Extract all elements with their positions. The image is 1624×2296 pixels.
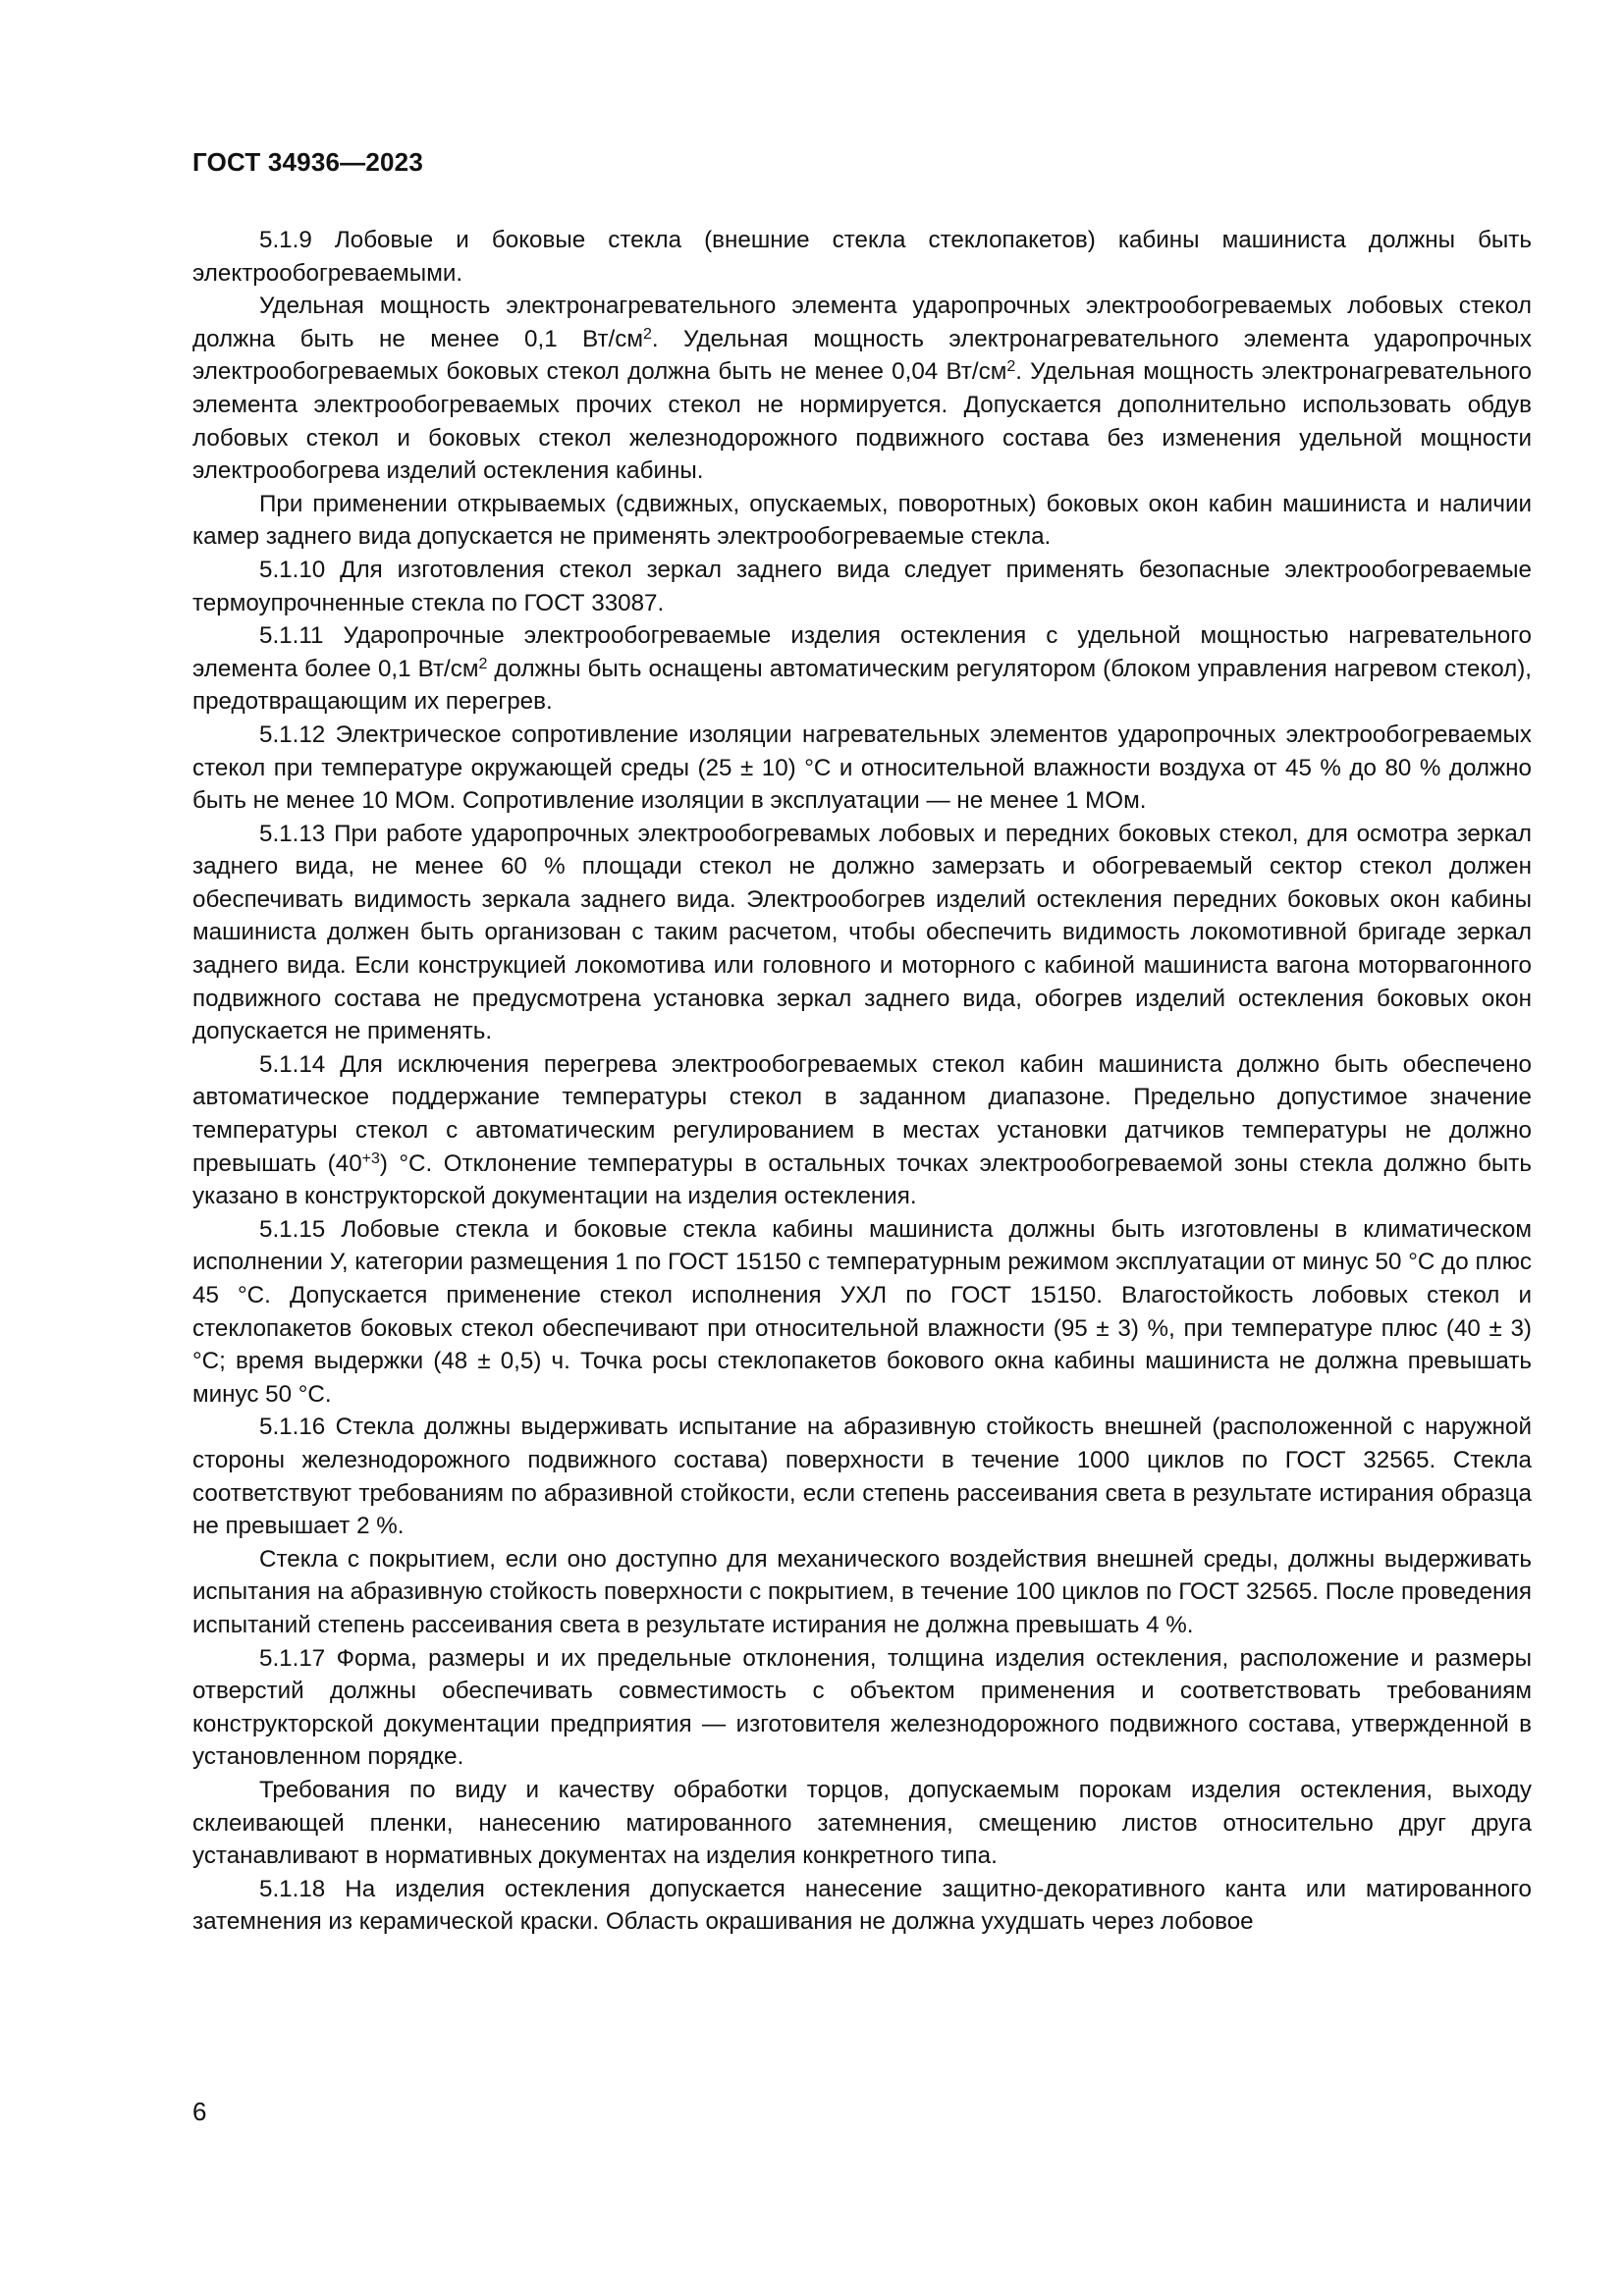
paragraph-5-1-14 [192, 1048, 1532, 1213]
paragraph-text: Удельная мощность электронагревательного элемента ударопрочных электрообогреваемых лобовых стекол должна быть не менее 0,1 Вт/см [192, 293, 1532, 352]
paragraph-5-1-17: 5.1.17 Форма, размеры и их предельные отклонения, толщина изделия остекления, расположение и размеры отверстий должны обеспечивать совместимость с объектом применения и соответствовать требованиям конструкторской документации предприятия — изготовителя железнодорожного подвижного состава, утвержденной в установленном порядке. [192, 1644, 1532, 1771]
document-body [192, 224, 1532, 1939]
superscript: 2 [642, 325, 652, 343]
paragraph-specific-power [192, 290, 1532, 488]
superscript: 2 [1006, 358, 1016, 376]
superscript: 2 [478, 655, 488, 672]
paragraph-coated-glass: Стекла с покрытием, если оно доступно для механического воздействия внешней среды, должны выдерживать испытания на абразивную стойкость поверхности с покрытием, в течение 100 циклов по ГОСТ 32565. После проведения испытаний степень рассеивания света в результате истирания не должна превышать 4 %. [192, 1545, 1532, 1638]
paragraph-5-1-15: 5.1.15 Лобовые стекла и боковые стекла кабины машиниста должны быть изготовлены в климатическом исполнении У, категории размещения 1 по ГОСТ 15150 с температурным режимом эксплуатации от минус 50 °С до плюс 45 °С. Допускается применение стекол исполнения УХЛ по ГОСТ 15150. Влагостойкость лобовых стекол и стеклопакетов боковых стекол обеспечивают при относительной влажности (95 ± 3) %, при температуре плюс (40 ± 3) °С; время выдержки (48 ± 0,5) ч. Точка росы стеклопакетов бокового окна кабины машиниста не должна превышать минус 50 °С. [192, 1215, 1532, 1408]
paragraph-openable-windows: При применении открываемых (сдвижных, опускаемых, поворотных) боковых окон кабин машиниста и наличии камер заднего вида допускается не применять электрообогреваемые стекла. [192, 490, 1532, 551]
paragraph-5-1-18: 5.1.18 На изделия остекления допускается нанесение защитно-декоративного канта или матированного затемнения из керамической краски. Область окрашивания не должна ухудшать через лобовое [192, 1875, 1532, 1936]
paragraph-5-1-12: 5.1.12 Электрическое сопротивление изоляции нагревательных элементов ударопрочных электрообогреваемых стекол при температуре окружающей среды (25 ± 10) °С и относительной влажности воздуха от 45 % до 80 % должно быть не менее 10 МОм. Сопротивление изоляции в эксплуатации — не менее 1 МОм. [192, 721, 1532, 815]
paragraph-text: 5.1.11 Ударопрочные электрообогреваемые изделия остекления с удельной мощностью нагревательного элемента более 0,1 Вт/см [192, 622, 1532, 682]
paragraph-text: 5.1.14 Для исключения перегрева электрообогреваемых стекол кабин машиниста должно быть обеспечено автоматическое поддержание температуры стекол в заданном диапазоне. Предельно допустимое значение температуры стекол с автоматическим регулированием в местах установки датчиков температуры не должно превышать (40 [192, 1050, 1532, 1177]
paragraph-5-1-10: 5.1.10 Для изготовления стекол зеркал заднего вида следует применять безопасные электрообогреваемые термоупрочненные стекла по ГОСТ 33087. [192, 556, 1532, 616]
paragraph-text: должны быть оснащены автоматическим регулятором (блоком управления нагревом стекол), предотвращающим их перегрев. [192, 655, 1533, 716]
paragraph-5-1-11 [192, 619, 1532, 719]
paragraph-text: . Удельная мощность электронагревательного элемента ударопрочных электрообогреваемых боковых стекол должна быть не менее 0,04 Вт/см [192, 325, 1533, 386]
document-header: ГОСТ 34936—2023 [192, 147, 423, 177]
paragraph-text: . Удельная мощность электронагревательного элемента электрообогреваемых прочих стекол не нормируется. Допускается дополнительно использовать обдув лобовых стекол и боковых стекол железнодорожного подвижного состава без изменения удельной мощности электрообогрева изделий остекления кабины. [192, 358, 1532, 485]
paragraph-5-1-9: 5.1.9 Лобовые и боковые стекла (внешние стекла стеклопакетов) кабины машиниста должны быть электрообогреваемыми. [192, 227, 1532, 287]
paragraph-5-1-13: 5.1.13 При работе ударопрочных электрообогревамых лобовых и передних боковых стекол, для осмотра зеркал заднего вида, не менее 60 % площади стекол не должно замерзать и обогреваемый сектор стекол должен обеспечивать видимость зеркала заднего вида. Электрообогрев изделий остекления передних боковых окон кабины машиниста должен быть организован с таким расчетом, чтобы обеспечить видимость локомотивной бригаде зеркал заднего вида. Если конструкцией локомотива или головного и моторного с кабиной машиниста вагона моторвагонного подвижного состава не предусмотрена установка зеркал заднего вида, обогрев изделий остекления боковых окон допускается не применять. [192, 820, 1532, 1045]
paragraph-5-1-16: 5.1.16 Стекла должны выдерживать испытание на абразивную стойкость внешней (расположенной с наружной стороны железнодорожного подвижного состава) поверхности в течение 1000 циклов по ГОСТ 32565. Стекла соответствуют требованиям по абразивной стойкости, если степень рассеивания света в результате истирания образца не превышает 2 %. [192, 1414, 1532, 1540]
paragraph-edge-processing: Требования по виду и качеству обработки торцов, допускаемым порокам изделия остекления, выходу склеивающей пленки, нанесению матированного затемнения, смещению листов относительно друг друга устанавливают в нормативных документах на изделия конкретного типа. [192, 1776, 1532, 1870]
superscript: +3 [361, 1149, 380, 1167]
page-number: 6 [192, 2097, 207, 2126]
paragraph-text: ) °С. Отклонение температуры в остальных точках электрообогреваемой зоны стекла должно быть указано в конструкторской документации на изделия остекления. [192, 1149, 1532, 1210]
